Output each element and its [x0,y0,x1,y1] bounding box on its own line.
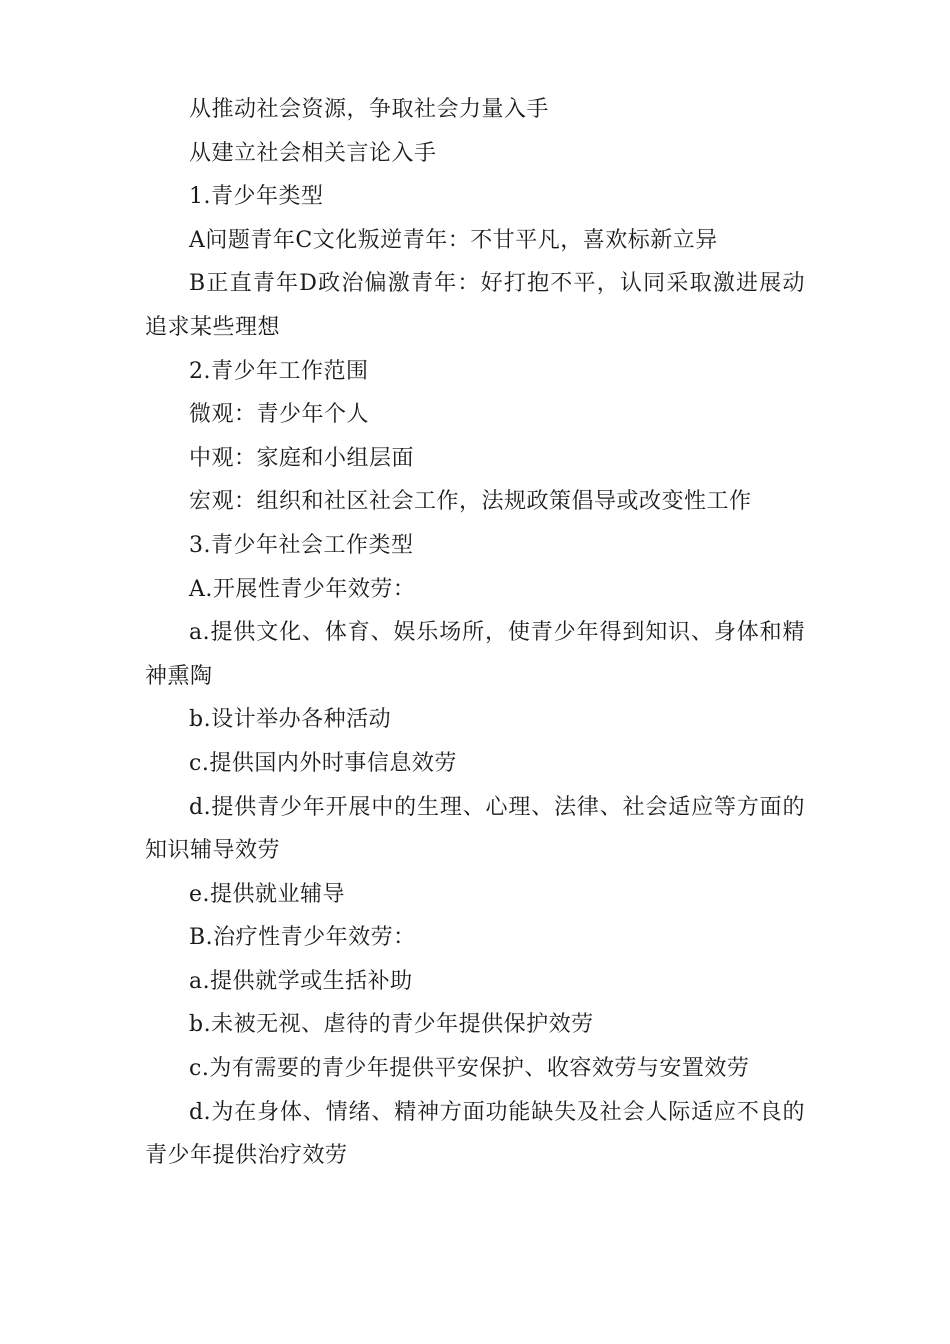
heading-social-work-types: 3.青少年社会工作类型 [189,532,414,558]
list-item: a.提供文化、体育、娱乐场所，使青少年得到知识、身体和精神熏陶 [145,620,805,689]
list-item: d.提供青少年开展中的生理、心理、法律、社会适应等方面的知识辅导效劳 [145,794,805,864]
list-item: c.提供国内外时事信息效劳 [189,750,457,776]
paragraph: 微观：青少年个人 [189,402,370,428]
paragraph: 中观：家庭和小组层面 [189,445,415,471]
list-item: d.为在身体、情绪、精神方面功能缺失及社会人际适应不良的青少年提供治疗效劳 [145,1099,805,1169]
paragraph: B正直青年D政治偏激青年：好打抱不平，认同采取激进展动追求某些理想 [145,271,805,340]
document-body [145,88,805,1178]
list-item: a.提供就学或生括补助 [189,968,413,994]
heading-youth-types: 1.青少年类型 [189,184,324,210]
subheading-developmental-service: A.开展性青少年效劳： [189,576,416,602]
paragraph: A问题青年C文化叛逆青年：不甘平凡，喜欢标新立异 [189,227,718,253]
heading-work-scope: 2.青少年工作范围 [189,358,369,384]
list-item: e.提供就业辅导 [189,881,346,907]
paragraph: 宏观：组织和社区社会工作，法规政策倡导或改变性工作 [189,489,752,515]
paragraph: 从建立社会相关言论入手 [189,140,437,166]
subheading-therapeutic-service: B.治疗性青少年效劳： [189,925,416,951]
list-item: b.设计举办各种活动 [189,707,392,733]
list-item: b.未被无视、虐待的青少年提供保护效劳 [189,1012,594,1038]
paragraph: 从推动社会资源，争取社会力量入手 [189,97,550,122]
list-item: c.为有需要的青少年提供平安保护、收容效劳与安置效劳 [189,1056,750,1082]
